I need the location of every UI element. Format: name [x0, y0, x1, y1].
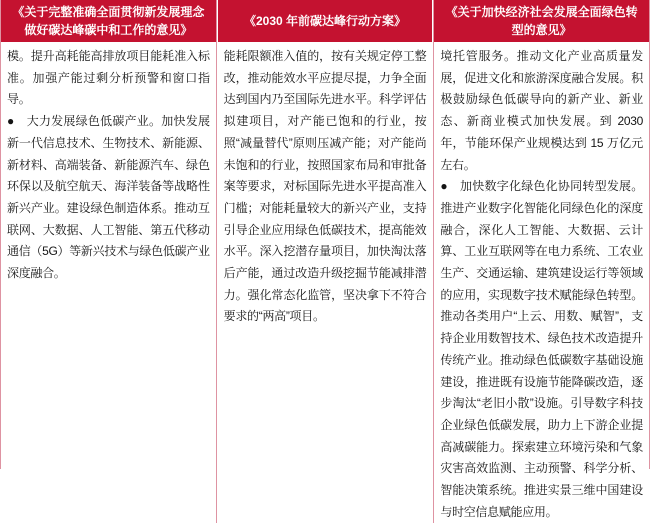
column-header-green-transition-opinion: 《关于加快经济社会发展全面绿色转型的意见》 — [434, 0, 649, 42]
column-body-3 — [434, 42, 649, 523]
table-column-1 — [1, 0, 216, 523]
body-paragraph: 模。提升高耗能高排放项目能耗准入标准。加强产能过剩分析预警和窗口指导。 — [7, 49, 210, 107]
body-paragraph: 能耗限额准入值的，按有关规定停工整改，推动能效水平应提尽提，力争全面达到国内乃至国际先进水平。科学评估拟建项目，对产能已饱和的行业，按照“减量替代”原则压减产能；对产能尚未饱和的行业，按照国家布局和审批备案等要求，对标国际先进水平提高准入门槛；对能耗量较大的新兴产业，支持引导企业应用绿色低碳技术，提高能效水平。深入挖潜存量项目，加快淘汰落后产能，通过改造升级挖掘节能减排潜力。强化常态化监管，坚决拿下不符合要求的“两高”项目。 — [223, 49, 427, 324]
column-header-carbon-peak-neutrality-opinion: 《关于完整准确全面贯彻新发展理念做好碳达峰碳中和工作的意见》 — [1, 0, 216, 42]
body-paragraph: ● 大力发展绿色低碳产业。加快发展新一代信息技术、生物技术、新能源、新材料、高端装备、新能源汽车、绿色环保以及航空航天、海洋装备等战略性新兴产业。建设绿色制造体系。推动互联网、大数据、人工智能、第五代移动通信（5G）等新兴技术与绿色低碳产业深度融合。 — [7, 114, 210, 281]
body-paragraph: ● 加快数字化绿色化协同转型发展。推进产业数字化智能化同绿色化的深度融合，深化人工智能、大数据、云计算、工业互联网等在电力系统、工农业生产、交通运输、建筑建设运行等领域的应用，实现数字技术赋能绿色转型。推动各类用户“上云、用数、赋智”，支持企业用数智技术、绿色技术改造提升传统产业。推动绿色低碳数字基础设施建设，推进既有设施节能降碳改造，逐步淘汰“老旧小散”设施。引导数字科技企业绿色低碳发展，助力上下游企业提高减碳能力。探索建立环境污染和气象灾害高效监测、主动预警、科学分析、智能决策系统。推进实景三维中国建设与时空信息赋能应用。 — [440, 179, 643, 519]
body-paragraph: 境托管服务。推动文化产业高质量发展，促进文化和旅游深度融合发展。积极鼓励绿色低碳导向的新产业、新业态、新商业模式加快发展。到 2030 年，节能环保产业规模达到 15 万亿元左右。 — [440, 49, 643, 172]
column-header-2030-carbon-peak-action-plan: 《2030 年前碳达峰行动方案》 — [218, 0, 433, 42]
table-column-2 — [218, 0, 433, 523]
column-body-2 — [218, 42, 433, 523]
column-body-1 — [1, 42, 216, 523]
table-column-3 — [434, 0, 649, 523]
